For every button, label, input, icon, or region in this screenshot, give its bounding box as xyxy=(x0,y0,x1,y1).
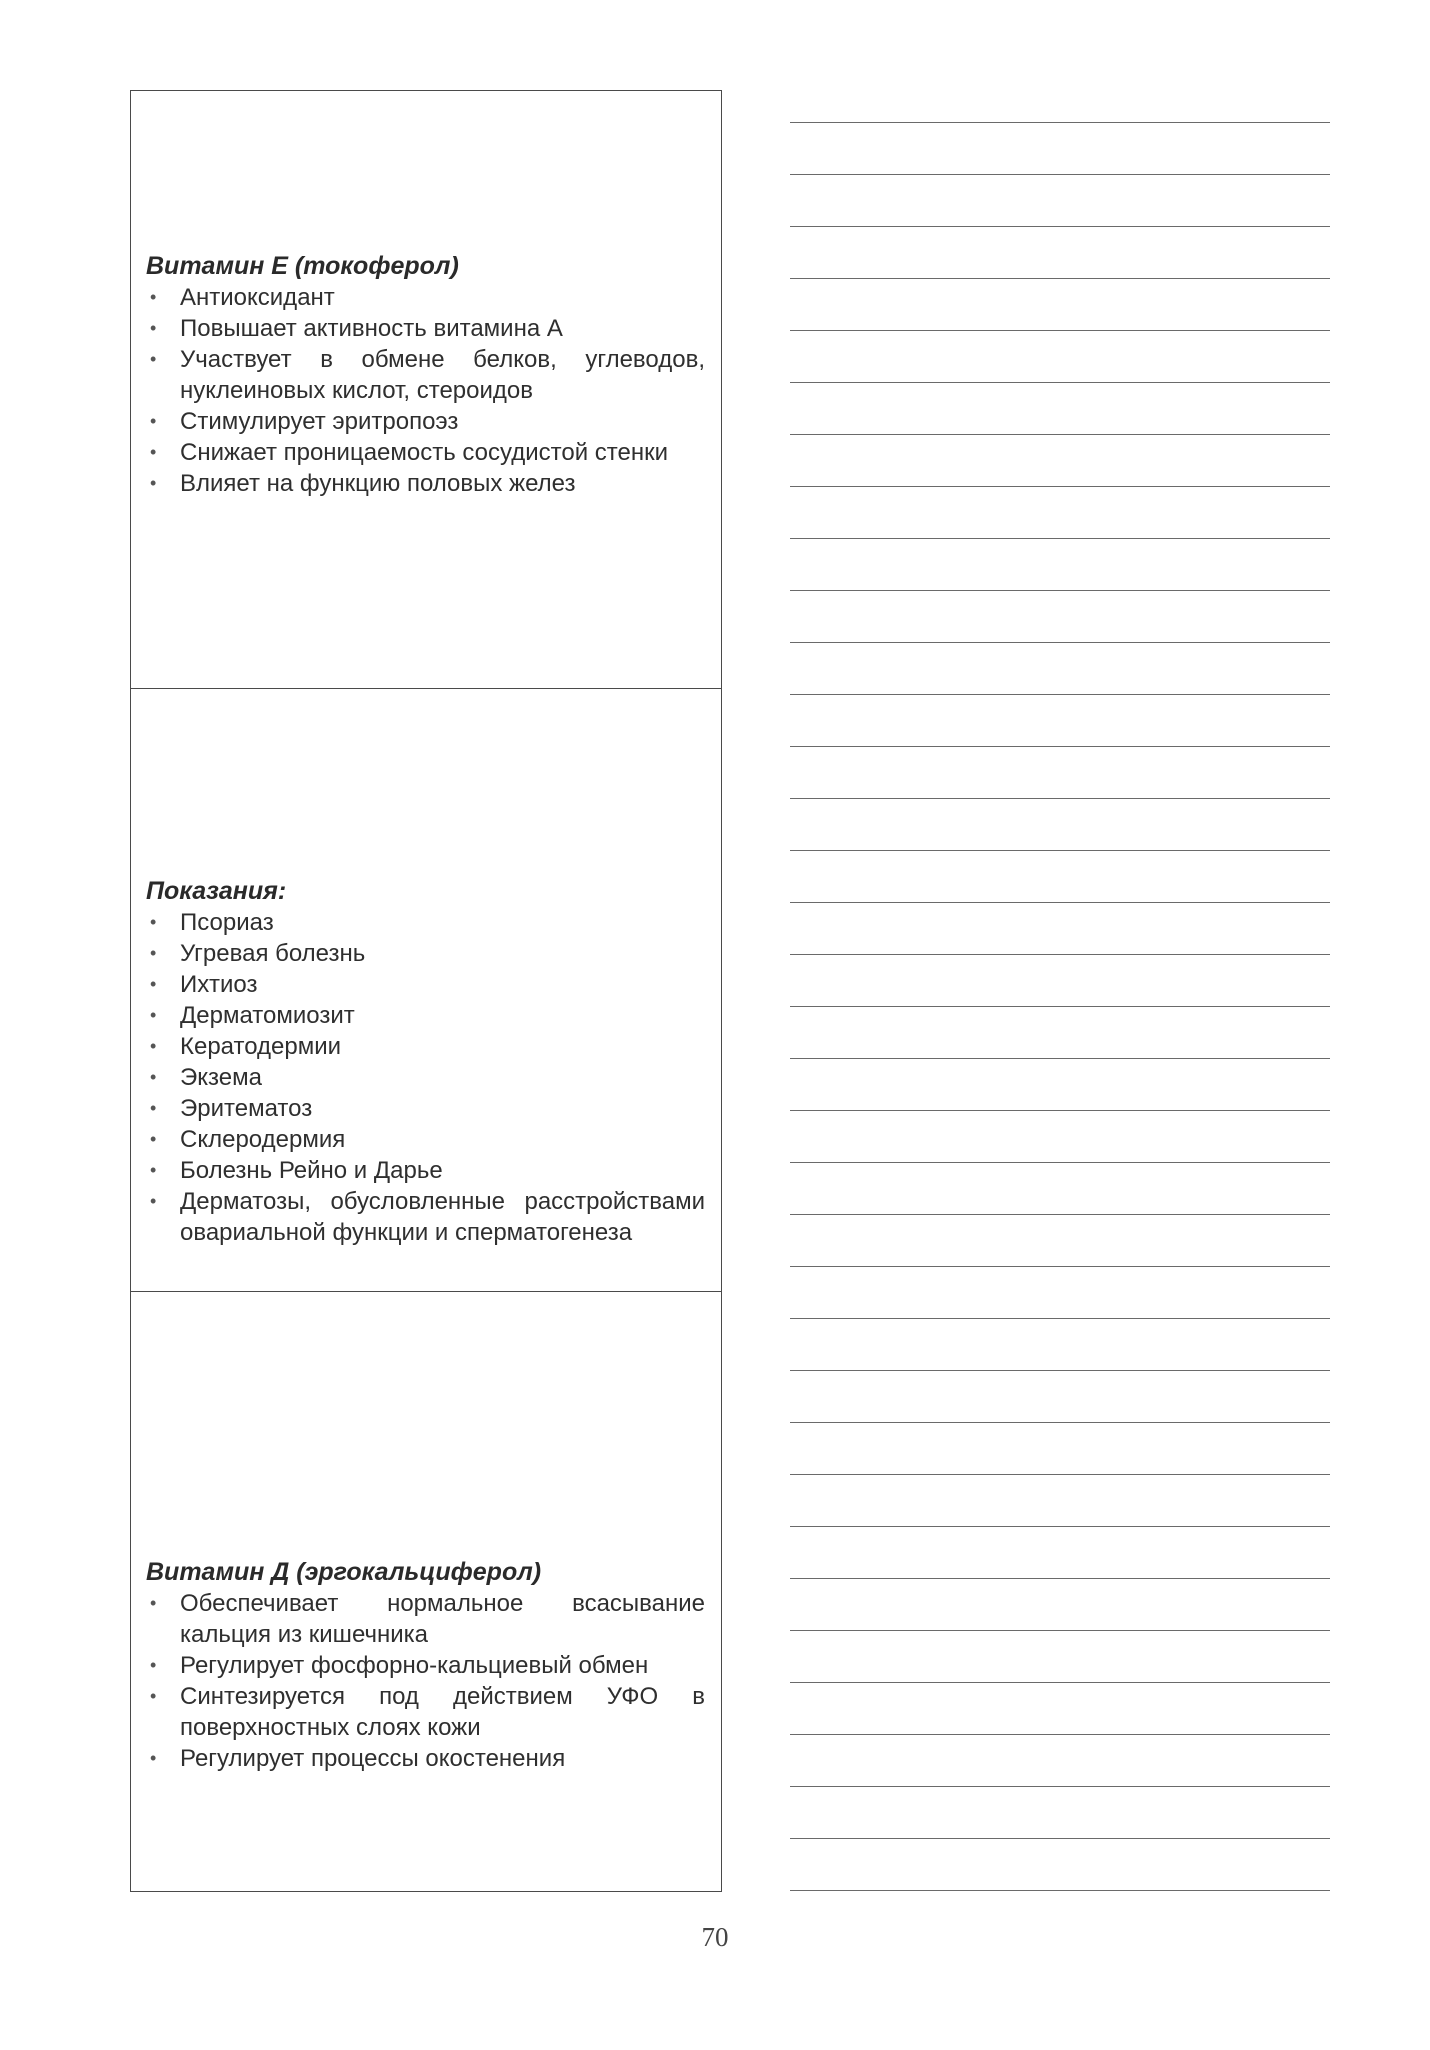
list-item-text: Повышает активность витамина А xyxy=(180,315,563,342)
note-line[interactable] xyxy=(790,1423,1330,1475)
bullet-icon: • xyxy=(150,1005,157,1025)
list-item-text: Кератодермии xyxy=(180,1033,342,1060)
list-item xyxy=(146,938,705,969)
note-line[interactable] xyxy=(790,1267,1330,1319)
bullet-icon: • xyxy=(150,974,157,994)
list-item xyxy=(146,1062,705,1093)
bullet-icon: • xyxy=(150,1129,157,1149)
note-line[interactable] xyxy=(790,1579,1330,1631)
list-item-text: Обеспечивает нормальное всасывание кальция из кишечника xyxy=(180,1590,705,1648)
note-line[interactable] xyxy=(790,487,1330,539)
list-item-text: Стимулирует эритропоэз xyxy=(180,408,459,435)
list-item-text: Дерматомиозит xyxy=(180,1002,355,1029)
bullet-icon: • xyxy=(150,943,157,963)
notes-lines-area[interactable] xyxy=(790,122,1330,1891)
list-item-text: Регулирует фосфорно-кальциевый обмен xyxy=(180,1652,649,1679)
list-item-text: Участвует в обмене белков, углеводов, нуклеиновых кислот, стероидов xyxy=(180,346,705,404)
note-line[interactable] xyxy=(790,1371,1330,1423)
note-line[interactable] xyxy=(790,643,1330,695)
bullet-icon: • xyxy=(150,442,157,462)
list-item xyxy=(146,406,705,437)
note-line[interactable] xyxy=(790,539,1330,591)
list-item-text: Влияет на функцию половых желез xyxy=(180,470,576,497)
note-line[interactable] xyxy=(790,123,1330,175)
note-line[interactable] xyxy=(790,1787,1330,1839)
list-item-text: Экзема xyxy=(180,1064,262,1091)
note-line[interactable] xyxy=(790,747,1330,799)
bullet-icon: • xyxy=(150,1686,157,1706)
note-line[interactable] xyxy=(790,903,1330,955)
list-item-text: Ихтиоз xyxy=(180,971,258,998)
card-title: Показания: xyxy=(146,877,287,905)
bullet-list xyxy=(146,1588,705,1774)
list-item-text: Болезнь Рейно и Дарье xyxy=(180,1157,443,1184)
note-line[interactable] xyxy=(790,799,1330,851)
list-item xyxy=(146,1093,705,1124)
list-item xyxy=(146,1031,705,1062)
note-line[interactable] xyxy=(790,1163,1330,1215)
list-item xyxy=(146,437,705,468)
note-line[interactable] xyxy=(790,851,1330,903)
bullet-icon: • xyxy=(150,1160,157,1180)
vitamin-cards-column xyxy=(130,90,722,1892)
bullet-icon: • xyxy=(150,318,157,338)
note-line[interactable] xyxy=(790,175,1330,227)
note-line[interactable] xyxy=(790,1215,1330,1267)
bullet-icon: • xyxy=(150,1593,157,1613)
indications-card xyxy=(131,688,721,1291)
bullet-list xyxy=(146,907,705,1248)
note-line[interactable] xyxy=(790,331,1330,383)
vitamin-d-card xyxy=(131,1291,721,1891)
list-item-text: Угревая болезнь xyxy=(180,940,366,967)
list-item xyxy=(146,1650,705,1681)
bullet-icon: • xyxy=(150,473,157,493)
note-line[interactable] xyxy=(790,435,1330,487)
note-line[interactable] xyxy=(790,1683,1330,1735)
list-item xyxy=(146,1588,705,1650)
bullet-icon: • xyxy=(150,1067,157,1087)
note-line[interactable] xyxy=(790,1527,1330,1579)
vitamin-e-card xyxy=(131,91,721,688)
list-item-text: Синтезируется под действием УФО в поверхностных слоях кожи xyxy=(180,1683,705,1741)
bullet-list xyxy=(146,282,705,499)
list-item-text: Псориаз xyxy=(180,909,274,936)
note-line[interactable] xyxy=(790,955,1330,1007)
list-item-text: Регулирует процессы окостенения xyxy=(180,1745,566,1772)
note-line[interactable] xyxy=(790,1007,1330,1059)
card-title: Витамин Д (эргокальциферол) xyxy=(146,1558,542,1586)
note-line[interactable] xyxy=(790,1735,1330,1787)
note-line[interactable] xyxy=(790,383,1330,435)
list-item xyxy=(146,344,705,406)
list-item xyxy=(146,969,705,1000)
list-item xyxy=(146,468,705,499)
note-line[interactable] xyxy=(790,1475,1330,1527)
list-item-text: Антиоксидант xyxy=(180,284,335,311)
card-title: Витамин Е (токоферол) xyxy=(146,252,459,280)
bullet-icon: • xyxy=(150,411,157,431)
list-item xyxy=(146,282,705,313)
note-line[interactable] xyxy=(790,1111,1330,1163)
note-line[interactable] xyxy=(790,591,1330,643)
bullet-icon: • xyxy=(150,349,157,369)
note-line[interactable] xyxy=(790,227,1330,279)
list-item-text: Снижает проницаемость сосудистой стенки xyxy=(180,439,669,466)
list-item xyxy=(146,1124,705,1155)
list-item-text: Склеродермия xyxy=(180,1126,346,1153)
list-item-text: Эритематоз xyxy=(180,1095,313,1122)
list-item xyxy=(146,313,705,344)
list-item xyxy=(146,1155,705,1186)
bullet-icon: • xyxy=(150,1655,157,1675)
list-item-text: Дерматозы, обусловленные расстройствами овариальной функции и сперматогенеза xyxy=(180,1188,705,1246)
list-item xyxy=(146,1743,705,1774)
bullet-icon: • xyxy=(150,1191,157,1211)
list-item xyxy=(146,1681,705,1743)
bullet-icon: • xyxy=(150,287,157,307)
bullet-icon: • xyxy=(150,1036,157,1056)
note-line[interactable] xyxy=(790,1631,1330,1683)
note-line[interactable] xyxy=(790,1839,1330,1891)
bullet-icon: • xyxy=(150,1098,157,1118)
page-number: 70 xyxy=(701,1922,729,1952)
note-line[interactable] xyxy=(790,1319,1330,1371)
note-line[interactable] xyxy=(790,1059,1330,1111)
bullet-icon: • xyxy=(150,1748,157,1768)
list-item xyxy=(146,907,705,938)
note-line[interactable] xyxy=(790,695,1330,747)
list-item xyxy=(146,1186,705,1248)
list-item xyxy=(146,1000,705,1031)
note-line[interactable] xyxy=(790,279,1330,331)
bullet-icon: • xyxy=(150,912,157,932)
